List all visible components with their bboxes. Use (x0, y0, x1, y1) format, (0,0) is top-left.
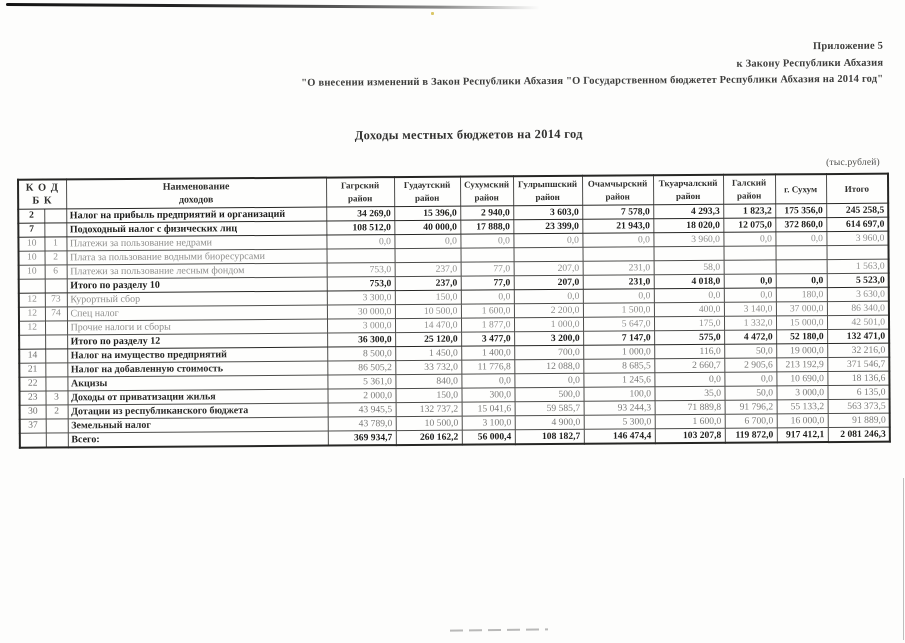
cell-code1: 30 (20, 405, 46, 419)
page-title: Доходы местных бюджетов на 2014 год (354, 126, 583, 143)
cell-name: Земельный налог (68, 417, 328, 433)
cell-value: 0,0 (724, 274, 776, 288)
cell-value: 1 000,0 (514, 317, 583, 331)
cell-value: 150,0 (395, 290, 461, 304)
cell-value: 917 412,1 (777, 428, 828, 443)
cell-code2 (45, 279, 67, 293)
cell-value: 6 700,0 (725, 414, 777, 428)
cell-name: Дотации из республиканского бюджета (68, 403, 328, 419)
cell-code2 (46, 433, 68, 448)
cell-value: 0,0 (583, 289, 654, 303)
cell-value: 1 000,0 (583, 345, 654, 359)
district-column-header: Сухумский район (460, 176, 513, 206)
cell-value: 207,0 (514, 261, 583, 275)
cell-value: 15 000,0 (776, 316, 827, 330)
cell-value: 372 860,0 (775, 218, 826, 232)
cell-value (776, 246, 827, 260)
cell-value: 175 356,0 (775, 204, 826, 218)
cell-value: 371 546,7 (827, 357, 889, 371)
cell-value (724, 260, 776, 274)
cell-value: 2 940,0 (460, 206, 513, 220)
cell-value: 86 505,2 (327, 361, 395, 375)
cell-name: Акцизы (67, 375, 327, 391)
cell-code1: 10 (18, 237, 44, 251)
cell-value: 40 000,0 (394, 220, 460, 234)
cell-name: Платежи за пользование недрами (66, 235, 326, 251)
cell-value: 1 600,0 (461, 304, 514, 318)
cell-name: Всего: (68, 431, 328, 447)
cell-code1: 2 (18, 209, 44, 223)
cell-value: 1 332,0 (724, 316, 776, 330)
cell-name: Налог на имущество предприятий (67, 347, 327, 363)
cell-value: 4 018,0 (654, 274, 724, 288)
cell-value: 18 136,6 (827, 371, 889, 385)
cell-value (327, 249, 395, 263)
cell-value: 3 960,0 (826, 231, 888, 245)
cell-value: 52 180,0 (776, 330, 827, 344)
cell-value: 500,0 (514, 387, 583, 401)
cell-value: 207,0 (514, 275, 583, 289)
cell-value (514, 247, 583, 261)
cell-value: 0,0 (723, 232, 775, 246)
cell-value: 3 477,0 (461, 332, 514, 346)
district-column-header: Гулрыпшский район (513, 176, 582, 206)
cell-code2: 1 (44, 237, 66, 251)
cell-name: Итого по разделу 12 (67, 333, 327, 349)
cell-value: 700,0 (514, 345, 583, 359)
cell-value (395, 248, 461, 262)
cell-value: 23 399,0 (513, 219, 582, 233)
cell-value: 132 737,2 (396, 402, 462, 416)
cell-value: 108 512,0 (326, 221, 394, 235)
cell-value: 100,0 (583, 387, 654, 401)
cell-value: 180,0 (776, 288, 827, 302)
cell-value: 237,0 (395, 262, 461, 276)
cell-value: 0,0 (513, 233, 582, 247)
cell-value: 0,0 (461, 374, 514, 388)
cell-value: 77,0 (461, 276, 514, 290)
district-column-header: Очамчырский район (582, 175, 653, 205)
cell-value: 146 474,4 (584, 429, 655, 444)
cell-value: 0,0 (514, 289, 583, 303)
cell-code2: 2 (46, 405, 68, 419)
cell-value: 30 000,0 (327, 305, 395, 319)
appendix-line-2: к Закону Республики Абхазия (736, 57, 884, 70)
cell-code1: 22 (19, 377, 45, 391)
budget-table (17, 173, 891, 449)
cell-value: 6 135,0 (827, 385, 889, 399)
cell-value: 0,0 (724, 372, 776, 386)
cell-value: 93 244,3 (584, 401, 655, 415)
cell-value: 116,0 (654, 344, 724, 358)
cell-value (654, 246, 724, 260)
cell-code2: 3 (45, 391, 67, 405)
cell-value: 35,0 (654, 386, 724, 400)
cell-value: 43 789,0 (328, 417, 396, 431)
cell-code2 (46, 419, 68, 433)
cell-value: 614 697,0 (826, 217, 888, 231)
cell-value: 0,0 (394, 234, 460, 248)
code-header-line2: Б К (32, 195, 53, 207)
cell-value: 3 140,0 (724, 302, 776, 316)
cell-name: Доходы от приватизации жилья (68, 389, 328, 405)
cell-code1 (19, 335, 45, 349)
cell-value: 3 300,0 (327, 291, 395, 305)
cell-value: 91 796,2 (725, 400, 777, 414)
cell-code2 (44, 223, 66, 237)
cell-code2: 73 (45, 293, 67, 307)
district-column-header: Ткуарчалский район (653, 175, 723, 205)
cell-code1 (20, 433, 46, 448)
cell-value: 0,0 (775, 232, 826, 246)
cell-value: 231,0 (583, 275, 654, 289)
cell-value: 59 585,7 (515, 401, 584, 415)
cell-value: 14 470,0 (395, 318, 461, 332)
cell-value: 0,0 (654, 372, 724, 386)
cell-value: 1 600,0 (655, 414, 725, 428)
cell-value: 0,0 (776, 274, 827, 288)
cell-value: 8 500,0 (327, 347, 395, 361)
cell-value: 563 373,5 (828, 399, 890, 413)
cell-value (724, 246, 776, 260)
cell-value: 55 133,2 (777, 400, 828, 414)
cell-value: 77,0 (461, 262, 514, 276)
cell-code1: 21 (19, 363, 45, 377)
cell-code2 (45, 349, 67, 363)
cell-name: Плата за пользование водными биоресурсами (67, 249, 327, 265)
cell-code2 (45, 363, 67, 377)
cell-value: 37 000,0 (776, 302, 827, 316)
cell-code1: 12 (19, 321, 45, 335)
cell-value: 5 523,0 (827, 273, 889, 287)
cell-value: 132 471,0 (827, 329, 889, 343)
cell-value: 840,0 (395, 374, 461, 388)
cell-value: 108 182,7 (515, 429, 584, 444)
cell-value: 16 000,0 (777, 414, 828, 428)
cell-value: 150,0 (395, 388, 461, 402)
cell-value: 2 905,6 (724, 358, 776, 372)
cell-value: 260 162,2 (396, 430, 462, 445)
cell-code1: 23 (19, 391, 45, 405)
cell-value (776, 260, 827, 274)
cell-value: 10 500,0 (396, 416, 462, 430)
cell-value: 1 563,0 (827, 259, 889, 273)
district-column-header: Гагрский район (326, 177, 394, 207)
cell-name: Налог на добавленную стоимость (67, 361, 327, 377)
cell-value: 245 258,5 (826, 203, 888, 217)
cell-value: 56 000,4 (462, 430, 515, 445)
cell-value: 237,0 (395, 276, 461, 290)
cell-code2: 2 (45, 251, 67, 265)
cell-code1: 14 (19, 349, 45, 363)
cell-code2: 6 (45, 265, 67, 279)
cell-value: 17 888,0 (460, 220, 513, 234)
cell-value: 4 472,0 (724, 330, 776, 344)
cell-value: 175,0 (654, 316, 724, 330)
cell-value: 575,0 (654, 330, 724, 344)
cell-value: 0,0 (724, 288, 776, 302)
cell-value: 3 200,0 (514, 331, 583, 345)
cell-code1: 10 (19, 251, 45, 265)
cell-value: 11 776,8 (461, 360, 514, 374)
cell-value: 0,0 (582, 233, 653, 247)
cell-value (461, 248, 514, 262)
cell-code1 (19, 279, 45, 293)
appendix-line-1: Приложение 5 (812, 40, 884, 53)
cell-value: 15 396,0 (394, 206, 460, 220)
cell-code1: 37 (20, 419, 46, 433)
appendix-line-3: "О внесении изменений в Закон Республики Абхазия "О Государственном бюджетет Республики Абхазия на 2014 год" (301, 73, 884, 89)
name-header-line2: доходов (178, 194, 214, 206)
cell-value: 21 943,0 (582, 219, 653, 233)
cell-value: 10 500,0 (395, 304, 461, 318)
cell-value: 2 200,0 (514, 303, 583, 317)
cell-value: 10 690,0 (776, 372, 827, 386)
cell-value: 3 960,0 (653, 232, 723, 246)
cell-value: 50,0 (724, 344, 776, 358)
cell-name: Курортный сбор (67, 291, 327, 307)
cell-code2 (45, 377, 67, 391)
cell-value: 86 340,0 (827, 301, 889, 315)
cell-value: 4 293,3 (653, 204, 723, 218)
cell-value: 3 000,0 (327, 319, 395, 333)
district-column-header: г. Сухум (775, 174, 826, 204)
cell-value: 2 660,7 (654, 358, 724, 372)
cell-code1: 7 (18, 223, 44, 237)
cell-value: 32 216,0 (827, 343, 889, 357)
cell-code2 (45, 321, 67, 335)
cell-name: Итого по разделу 10 (67, 277, 327, 293)
cell-value: 12 075,0 (723, 218, 775, 232)
code-header-line1: К О Д (25, 182, 59, 194)
cell-value: 33 732,0 (395, 360, 461, 374)
cell-value: 1 877,0 (461, 318, 514, 332)
cell-value: 36 300,0 (327, 333, 395, 347)
cell-value: 5 300,0 (584, 415, 655, 429)
name-header-line1: Наименование (162, 181, 230, 193)
cell-value: 91 889,0 (828, 413, 890, 427)
cell-value: 103 207,8 (655, 428, 725, 443)
cell-value: 0,0 (460, 234, 513, 248)
cell-value: 1 400,0 (461, 346, 514, 360)
cell-value: 753,0 (327, 263, 395, 277)
district-column-header: Итого (826, 174, 888, 204)
cell-value: 0,0 (326, 235, 394, 249)
cell-code2: 74 (45, 307, 67, 321)
code-column-header (18, 179, 66, 209)
cell-value: 71 889,8 (655, 400, 725, 414)
cell-code2 (45, 335, 67, 349)
cell-value: 42 501,0 (827, 315, 889, 329)
cell-value: 3 603,0 (513, 205, 582, 219)
cell-value: 369 934,7 (328, 431, 396, 446)
cell-value (583, 247, 654, 261)
cell-value: 5 361,0 (327, 375, 395, 389)
cell-value: 18 020,0 (653, 218, 723, 232)
cell-value: 0,0 (514, 373, 583, 387)
units-note: (тыс.рублей) (826, 157, 880, 169)
cell-name: Подоходный налог с физических лиц (66, 221, 326, 237)
cell-code2 (44, 209, 66, 223)
cell-value: 119 872,0 (725, 428, 777, 443)
cell-value: 58,0 (654, 260, 724, 274)
cell-value: 400,0 (654, 302, 724, 316)
cell-value: 1 245,6 (583, 373, 654, 387)
cell-value: 0,0 (654, 288, 724, 302)
cell-value: 19 000,0 (776, 344, 827, 358)
cell-name: Прочие налоги и сборы (67, 319, 327, 335)
cell-value: 1 823,2 (723, 204, 775, 218)
cell-name: Налог на прибыль предприятий и организаций (66, 207, 326, 223)
appendix-block (301, 39, 883, 93)
cell-value: 1 500,0 (583, 303, 654, 317)
district-column-header: Гудаутский район (394, 177, 460, 207)
cell-value: 4 900,0 (515, 415, 584, 429)
cell-value: 300,0 (461, 388, 514, 402)
cell-value: 12 088,0 (514, 359, 583, 373)
cell-code1: 12 (19, 307, 45, 321)
cell-value (827, 245, 889, 259)
cell-value: 3 630,0 (827, 287, 889, 301)
cell-value: 231,0 (583, 261, 654, 275)
cell-value: 2 000,0 (327, 389, 395, 403)
cell-value: 753,0 (327, 277, 395, 291)
cell-value: 7 578,0 (582, 205, 653, 219)
cell-code1: 10 (19, 265, 45, 279)
cell-value: 15 041,6 (462, 402, 515, 416)
cell-code1: 12 (19, 293, 45, 307)
cell-value: 3 000,0 (776, 386, 827, 400)
cell-value: 43 945,5 (328, 403, 396, 417)
cell-value: 34 269,0 (326, 207, 394, 221)
cell-name: Платежи за пользование лесным фондом (67, 263, 327, 279)
cell-value: 7 147,0 (583, 331, 654, 345)
cell-value: 50,0 (724, 386, 776, 400)
cell-name: Спец налог (67, 305, 327, 321)
name-column-header (66, 178, 326, 209)
cell-value: 5 647,0 (583, 317, 654, 331)
cell-value: 25 120,0 (395, 332, 461, 346)
cell-value: 8 685,5 (583, 359, 654, 373)
cell-value: 213 192,9 (776, 358, 827, 372)
cell-value: 3 100,0 (462, 416, 515, 430)
district-column-header: Галский район (723, 174, 775, 204)
cell-value: 1 450,0 (395, 346, 461, 360)
cell-value: 2 081 246,3 (828, 427, 890, 442)
cell-value: 0,0 (461, 290, 514, 304)
